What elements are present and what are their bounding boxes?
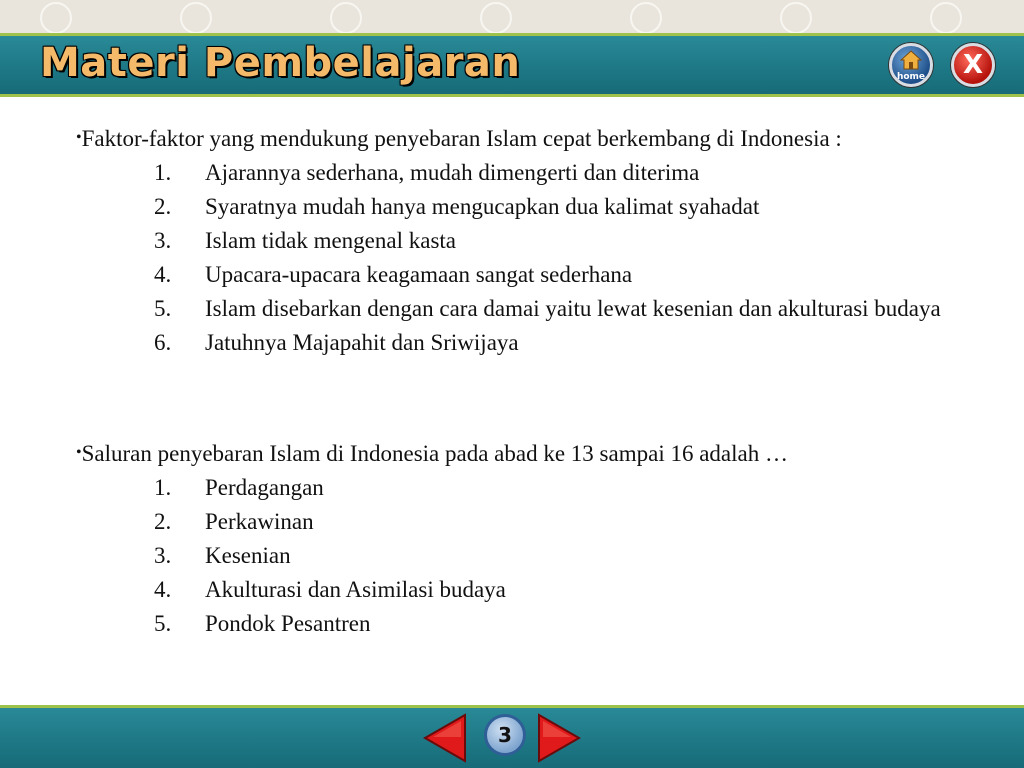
channels-list [76,471,964,641]
list-item: 6. Jatuhnya Majapahit dan Sriwijaya [154,330,519,355]
close-button[interactable]: X [951,43,995,87]
channels-intro: •Saluran penyebaran Islam di Indonesia pada abad ke 13 sampai 16 adalah … [76,441,788,466]
home-button[interactable] [889,43,933,87]
ornament-swirl [330,2,362,33]
list-item: 4. Akulturasi dan Asimilasi budaya [154,577,506,602]
top-ornament-border [0,0,1024,33]
ornament-swirl [40,2,72,33]
ornament-swirl [480,2,512,33]
footer-bar [0,705,1024,768]
list-item: 5. Islam disebarkan dengan cara damai yaitu lewat kesenian dan akulturasi budaya [154,296,941,321]
page-number: 3 [484,714,526,756]
factors-section [76,121,964,360]
list-item: 2. Syaratnya mudah hanya mengucapkan dua kalimat syahadat [154,194,760,219]
slide-content [0,97,1024,705]
header-bar [0,33,1024,97]
factors-intro: •Faktor-faktor yang mendukung penyebaran Islam cepat berkembang di Indonesia : [76,126,842,151]
page-title: Materi Pembelajaran [40,40,521,86]
ornament-swirl [780,2,812,33]
list-item: 1. Ajarannya sederhana, mudah dimengerti dan diterima [154,160,700,185]
ornament-swirl [630,2,662,33]
ornament-swirl [930,2,962,33]
ornament-swirl [180,2,212,33]
list-item: 5. Pondok Pesantren [154,611,371,636]
bullet-icon: • [76,129,82,146]
channels-section [76,436,964,641]
bullet-icon: • [76,444,82,461]
list-item: 2. Perkawinan [154,509,314,534]
prev-arrow-button[interactable] [423,713,467,763]
factors-list [76,156,964,360]
list-item: 4. Upacara-upacara keagamaan sangat sederhana [154,262,633,287]
list-item: 3. Islam tidak mengenal kasta [154,228,457,253]
home-label: home [896,72,926,82]
list-item: 1. Perdagangan [154,475,324,500]
next-arrow-button[interactable] [537,713,581,763]
list-item: 3. Kesenian [154,543,291,568]
house-icon [900,49,922,71]
